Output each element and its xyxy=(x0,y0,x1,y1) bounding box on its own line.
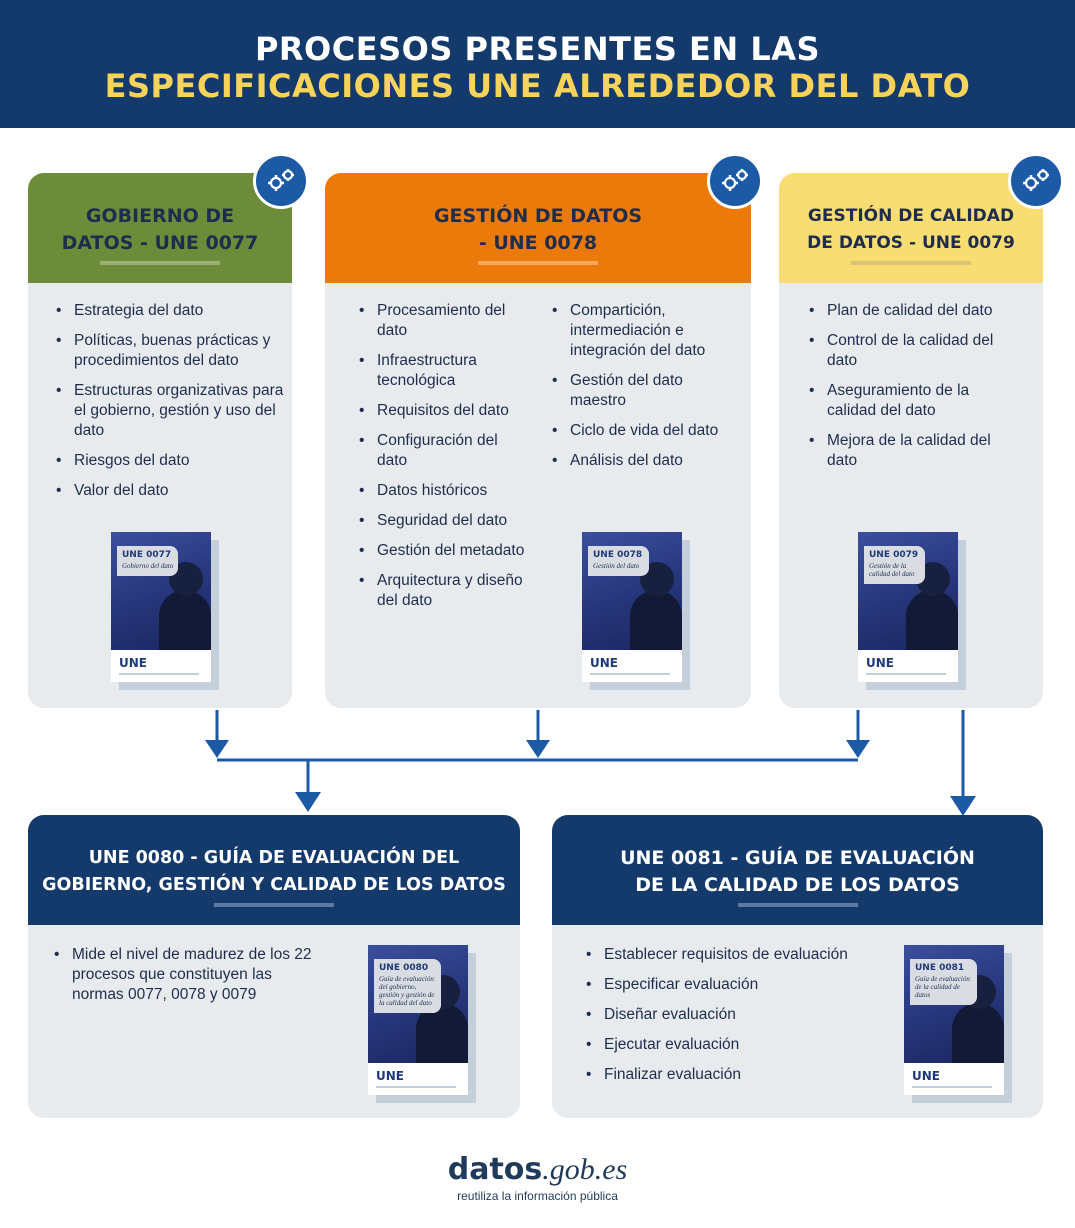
list-item: • Requisitos del dato xyxy=(359,401,529,421)
title-banner xyxy=(0,0,1075,128)
list-item: • Diseñar evaluación xyxy=(586,1005,876,1025)
title-underline xyxy=(100,261,220,265)
title-underline xyxy=(214,903,334,907)
gear-icon xyxy=(253,153,309,209)
card-une0081-title: UNE 0081 - GUÍA DE EVALUACIÓN DE LA CALIDAD DE LOS DATOS xyxy=(620,847,975,896)
card-calidad-title: GESTIÓN DE CALIDAD DE DATOS - UNE 0079 xyxy=(807,206,1015,253)
title-underline xyxy=(851,261,971,265)
gestion-list-right xyxy=(552,301,732,481)
card-gobierno-header xyxy=(28,173,292,283)
gestion-list-left xyxy=(359,301,529,621)
card-une0081 xyxy=(552,815,1043,1118)
book-code: UNE 0079 xyxy=(869,550,919,560)
une-logo: UNE xyxy=(590,656,618,670)
book-une0080 xyxy=(368,945,468,1095)
title-line-2: ESPECIFICACIONES UNE ALREDEDOR DEL DATO xyxy=(104,67,971,105)
list-item: • Gestión del metadato xyxy=(359,541,529,561)
book-une0078 xyxy=(582,532,682,682)
list-item: • Seguridad del dato xyxy=(359,511,529,531)
list-item: • Mejora de la calidad del dato xyxy=(809,431,1014,471)
une-logo: UNE xyxy=(119,656,147,670)
book-subtitle: Gobierno del dato xyxy=(122,562,174,570)
book-subtitle: Gestión de la calidad del dato xyxy=(869,562,915,578)
book-une0077 xyxy=(111,532,211,682)
book-code: UNE 0077 xyxy=(122,550,172,560)
list-item: • Políticas, buenas prácticas y procedimientos del dato xyxy=(56,331,286,371)
calidad-list xyxy=(809,301,1014,481)
title-line-1: PROCESOS PRESENTES EN LAS xyxy=(254,30,821,68)
logo-wordmark: datos.gob.es xyxy=(447,1152,628,1187)
arrowhead-gobierno xyxy=(205,740,229,758)
card-gestion-title: GESTIÓN DE DATOS - UNE 0078 xyxy=(433,205,643,254)
list-item: • Infraestructura tecnológica xyxy=(359,351,529,391)
une0081-list xyxy=(586,945,876,1095)
list-item: • Riesgos del dato xyxy=(56,451,286,471)
book-code: UNE 0078 xyxy=(593,550,643,560)
title-underline xyxy=(738,903,858,907)
book-subtitle: Gestión del dato xyxy=(593,562,640,570)
list-item: • Valor del dato xyxy=(56,481,286,501)
book-subtitle: Guía de evaluación de la calidad de datos xyxy=(915,975,970,999)
title-underline xyxy=(478,261,598,265)
book-code: UNE 0081 xyxy=(915,963,965,973)
book-subtitle: Guía de evaluación del gobierno, gestión y gestión de la calidad del dato xyxy=(379,975,435,1007)
card-gestion-header xyxy=(325,173,751,283)
card-une0080 xyxy=(28,815,520,1118)
list-item: • Estructuras organizativas para el gobierno, gestión y uso del dato xyxy=(56,381,286,441)
gear-icon xyxy=(1008,153,1064,209)
card-gobierno-title: GOBIERNO DE DATOS - UNE 0077 xyxy=(61,205,259,254)
list-item: • Finalizar evaluación xyxy=(586,1065,876,1085)
list-item: • Establecer requisitos de evaluación xyxy=(586,945,876,965)
list-item: • Ejecutar evaluación xyxy=(586,1035,876,1055)
une0080-list xyxy=(54,945,314,1015)
une-logo: UNE xyxy=(376,1069,404,1083)
arrowhead-calidad xyxy=(846,740,870,758)
card-une0080-header xyxy=(28,815,520,925)
list-item: • Configuración del dato xyxy=(359,431,529,471)
list-item: • Análisis del dato xyxy=(552,451,732,471)
arrowhead-0080 xyxy=(295,792,321,812)
list-item: • Compartición, intermediación e integración del dato xyxy=(552,301,732,361)
une-logo: UNE xyxy=(866,656,894,670)
list-item: • Ciclo de vida del dato xyxy=(552,421,732,441)
arrowhead-gestion xyxy=(526,740,550,758)
list-item: • Mide el nivel de madurez de los 22 procesos que constituyen las normas 0077, 0078 y 0079 xyxy=(54,945,314,1005)
list-item: • Especificar evaluación xyxy=(586,975,876,995)
book-une0081 xyxy=(904,945,1004,1095)
connector-arrows xyxy=(0,700,1075,820)
card-gestion xyxy=(325,173,751,708)
book-une0079 xyxy=(858,532,958,682)
list-item: • Control de la calidad del dato xyxy=(809,331,1014,371)
list-item: • Procesamiento del dato xyxy=(359,301,529,341)
card-une0081-header xyxy=(552,815,1043,925)
list-item: • Arquitectura y diseño del dato xyxy=(359,571,529,611)
card-gobierno xyxy=(28,173,292,708)
logo-tagline: reutiliza la información pública xyxy=(457,1189,618,1203)
card-calidad-header xyxy=(779,173,1043,283)
card-calidad xyxy=(779,173,1043,708)
list-item: • Datos históricos xyxy=(359,481,529,501)
list-item: • Gestión del dato maestro xyxy=(552,371,732,411)
datos-gob-logo xyxy=(0,1152,1075,1203)
list-item: • Plan de calidad del dato xyxy=(809,301,1014,321)
gear-icon xyxy=(707,153,763,209)
arrowhead-0081 xyxy=(950,796,976,816)
book-code: UNE 0080 xyxy=(379,963,429,973)
gobierno-list xyxy=(56,301,286,511)
list-item: • Estrategia del dato xyxy=(56,301,286,321)
card-une0080-title: UNE 0080 - GUÍA DE EVALUACIÓN DEL GOBIERNO, GESTIÓN Y CALIDAD DE LOS DATOS xyxy=(42,848,506,895)
list-item: • Aseguramiento de la calidad del dato xyxy=(809,381,1014,421)
une-logo: UNE xyxy=(912,1069,940,1083)
